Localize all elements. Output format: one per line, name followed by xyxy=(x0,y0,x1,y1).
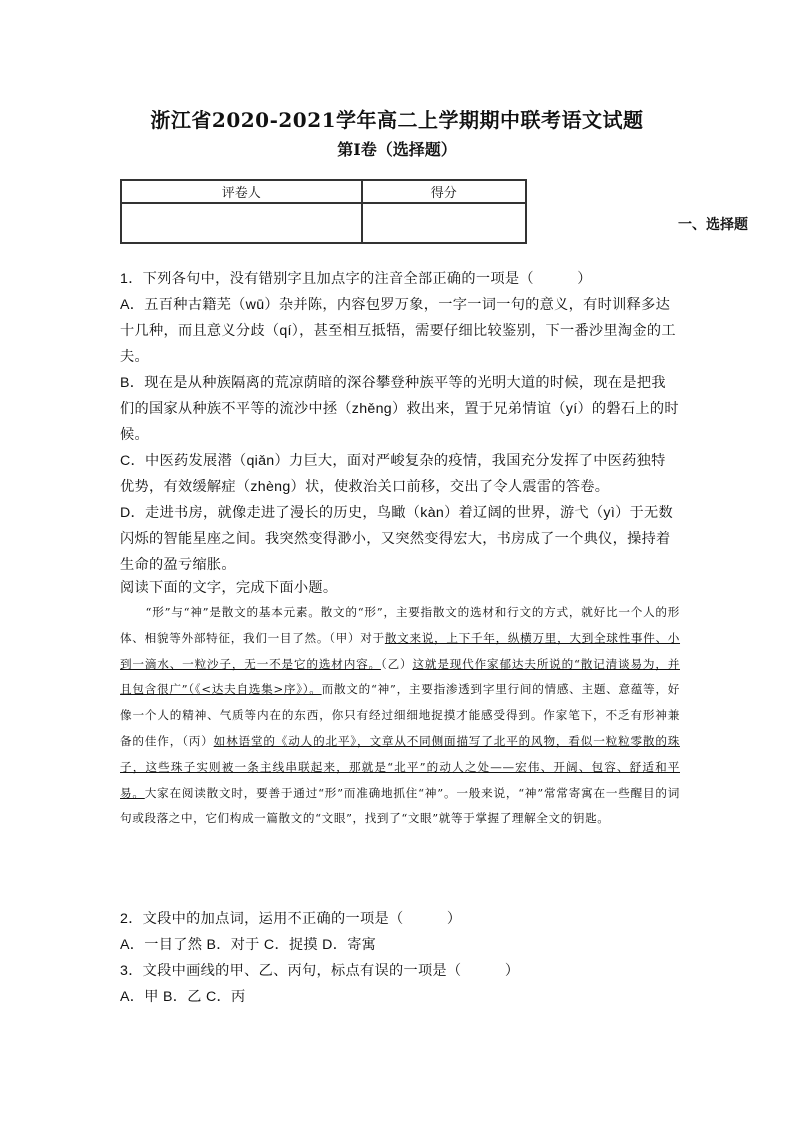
question-1-option-b: B．现在是从种族隔离的荒凉荫暗的深谷攀登种族平等的光明大道的时候，现在是把我们的国家从种族不平等的流沙中拯（zhěng）救出来，置于兄弟情谊（yí）的磐石上的时候。 xyxy=(120,375,679,443)
page-subtitle: 第I卷（选择题） xyxy=(337,140,457,159)
question-1-option-d: D．走进书房，就像走进了漫长的历史，鸟瞰（kàn）着辽阔的世界，游弋（yì）于无数闪烁的智能星座之间。我突然变得渺小，又突然变得宏大，书房成了一个典仪，操持着生命的盈亏缩胀。 xyxy=(120,505,674,573)
passage-text: 大家在阅读散文时，要善于通过“形”而准确地抓住“神”。一般来说，“神”常常寄寓在一些醒目的词句或段落之中，它们构成一篇散文的“文眼”，找到了“文眼”就等于掌握了理解全文的钥匙。 xyxy=(120,785,680,826)
page-title: 浙江省2020-2021学年高二上学期期中联考语文试题 xyxy=(150,108,644,132)
section-label: 一、选择题 xyxy=(678,217,748,233)
score-table xyxy=(120,179,527,244)
question-1-option-c: C．中医药发展潜（qiǎn）力巨大，面对严峻复杂的疫情，我国充分发挥了中医药独特优势，有效缓解症（zhèng）状，使救治关口前移，交出了令人震雷的答卷。 xyxy=(120,453,666,495)
grader-header: 评卷人 xyxy=(121,180,362,203)
passage-text: “形”与“神”是散文的基本元素。散文的“形”，主要指散文的选材和行文的方式，就好比一个人的形体、相貌等外部特征，我们一目了然。（甲）对于 xyxy=(120,605,680,645)
score-cell xyxy=(362,203,526,243)
score-header: 得分 xyxy=(362,180,526,203)
reading-passage xyxy=(120,600,680,832)
question-1-option-a: A．五百种古籍芜（wū）杂并陈，内容包罗万象，一字一词一句的意义，有时训释多达十几种，而且意义分歧（qí），甚至相互抵牾，需要仔细比较鉴别，下一番沙里淘金的工夫。 xyxy=(120,297,676,365)
question-3-stem: 3．文段中画线的甲、乙、丙句，标点有误的一项是（ ） xyxy=(120,963,520,979)
grader-cell xyxy=(121,203,362,243)
passage-underlined-sentence-a: 散文来说，上下千年，纵横万里，大到全球性事件、小到一滴水、一粒沙子，无一不是它的选材内容。 xyxy=(120,630,681,671)
question-2-stem: 2．文段中的加点词，运用不正确的一项是（ ） xyxy=(120,911,462,927)
passage-underlined-sentence-b: 这就是现代作家郁达夫所说的“散记清谈易为，并且包含很广”（《<达夫自选集>序》）。 xyxy=(120,656,680,697)
passage-marker-b: （乙） xyxy=(380,656,413,671)
question-3-options: A．甲 B．乙 C．丙 xyxy=(120,989,246,1005)
passage-text: 而散文的“神”，主要指渗透到字里行间的情感、主题、意蕴等，好像一个人的精神、气质等内在的东西，你只有经过细细地捉摸才能感受得到。作家笔下，不乏有形神兼备的佳作，（丙） xyxy=(120,682,681,748)
question-2-options: A．一目了然 B．对于 C．捉摸 D．寄寓 xyxy=(120,937,377,953)
reading-instruction: 阅读下面的文字，完成下面小题。 xyxy=(120,580,338,596)
passage-underlined-sentence-c: 如林语堂的《动人的北平》，文章从不同侧面描写了北平的风物，看似一粒粒零散的珠子，这些珠子实则被一条主线串联起来，那就是“北平”的动人之处——宏伟、开阔、包容、舒适和平易。 xyxy=(120,733,680,800)
question-1-stem: 1．下列各句中，没有错别字且加点字的注音全部正确的一项是（ ） xyxy=(120,271,592,287)
